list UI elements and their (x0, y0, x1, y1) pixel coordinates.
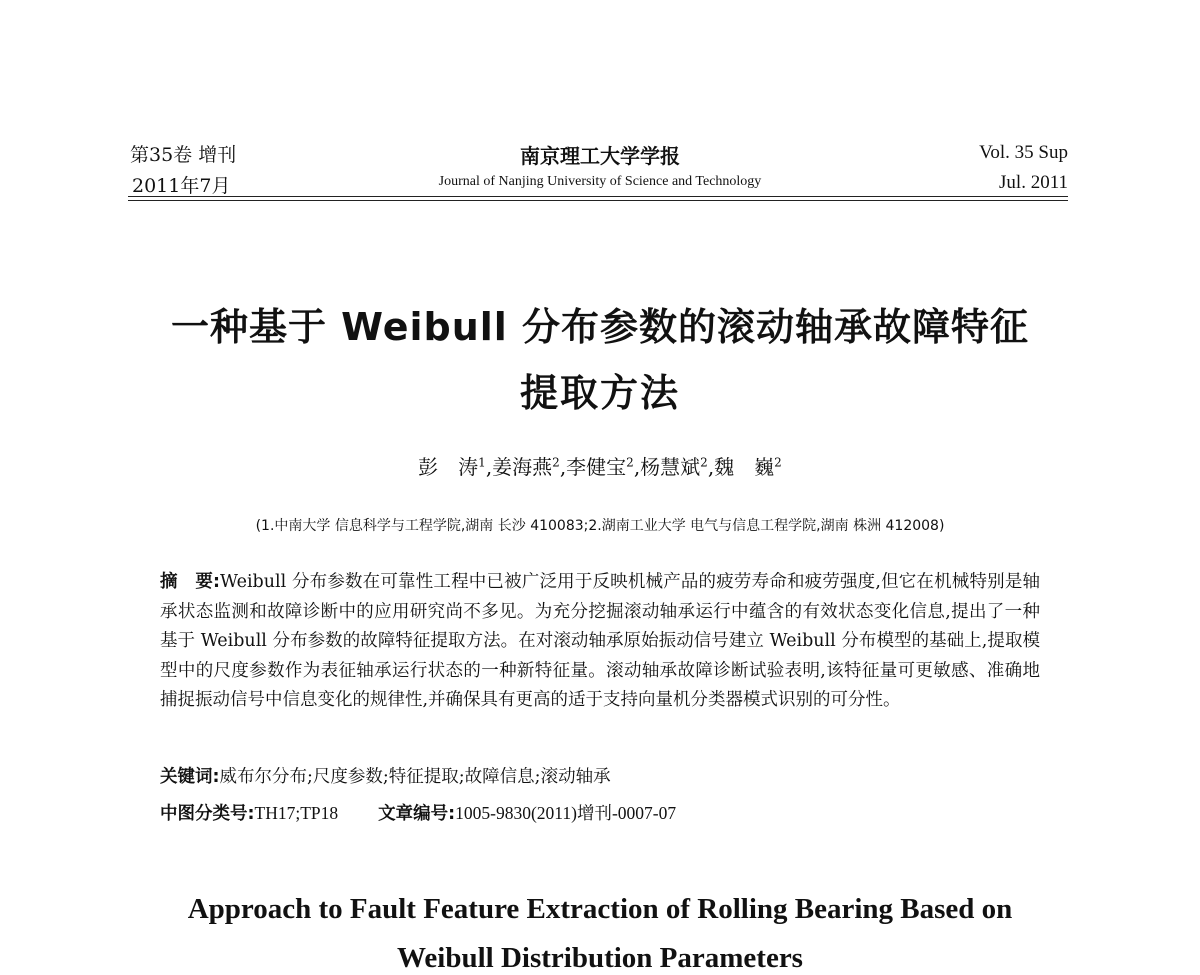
paper-title-line-2: 提取方法 (519, 371, 680, 415)
clc-value: TH17;TP18 (254, 803, 339, 823)
english-title-line-2: Weibull Distribution Parameters (397, 942, 803, 974)
author-name: 李健宝 (566, 455, 627, 479)
author-name: 姜海燕 (492, 455, 553, 479)
journal-name-cn: 南京理工大学学报 (520, 144, 680, 168)
english-title-line-1: Approach to Fault Feature Extraction of Rolling Bearing Based on (187, 893, 1013, 925)
author (714, 455, 782, 479)
author-affiliation-mark: 2 (774, 455, 782, 470)
author-list: 彭 涛$^1$,姜海燕$^2$,李健宝$^2$,杨慧斌$^2$,魏 巍$^2$ (418, 455, 782, 479)
author (418, 455, 486, 479)
author (566, 455, 634, 479)
author-affiliation-mark: 2 (700, 455, 708, 470)
author-name: 彭 涛 (418, 455, 479, 479)
keywords-text: 威布尔分布;尺度参数;特征提取;故障信息;滚动轴承 (219, 767, 611, 787)
author (492, 455, 560, 479)
author-name: 魏 巍 (714, 455, 775, 479)
author-affiliation-mark: 2 (626, 455, 634, 470)
author-affiliation-mark: 1 (478, 455, 486, 470)
author (640, 455, 708, 479)
journal-date-cn: 2011年7月 (132, 175, 231, 197)
header-rule-thin (128, 200, 1068, 201)
paper-title-line-1: 一种基于 Weibull 分布参数的滚动轴承故障特征 (170, 305, 1030, 349)
article-number-value: 1005-9830(2011)增刊-0007-07 (455, 803, 677, 823)
journal-name-en: Journal of Nanjing University of Science and Technology (438, 174, 762, 189)
article-number-label: 文章编号: (378, 804, 456, 824)
classification-line (160, 800, 676, 825)
journal-volume-en: Vol. 35 Sup (979, 142, 1068, 163)
author-affiliation-mark: 2 (552, 455, 560, 470)
abstract-label: 摘 要: (160, 572, 221, 592)
keywords-label: 关键词: (160, 767, 220, 787)
clc-label: 中图分类号: (160, 804, 255, 824)
keywords (160, 763, 611, 788)
abstract (160, 568, 1040, 716)
abstract-text: Weibull 分布参数在可靠性工程中已被广泛用于反映机械产品的疲劳寿命和疲劳强度,但它在机械特别是轴承状态监测和故障诊断中的应用研究尚不多见。为充分挖掘滚动轴承运行中蕴含的有效状态变化信息,提出了一种基于 Weibull 分布参数的故障特征提取方法。在对滚动轴承原始振动信号建立 Weibull 分布模型的基础上,提取模型中的尺度参数作为表征轴承运行状态的一种新特征量。滚动轴承故障诊断试验表明,该特征量可更敏感、准确地捕捉振动信号中信息变化的规律性,并确保具有更高的适于支持向量机分类器模式识别的可分性。 (160, 572, 1041, 711)
affiliations: (1.中南大学 信息科学与工程学院,湖南 长沙 410083;2.湖南工业大学 电气与信息工程学院,湖南 株洲 412008) (255, 518, 945, 534)
header-rule-thick (128, 196, 1068, 197)
journal-date-en: Jul. 2011 (999, 172, 1068, 193)
author-name: 杨慧斌 (640, 455, 701, 479)
journal-volume-cn: 第35卷 增刊 (130, 144, 237, 166)
